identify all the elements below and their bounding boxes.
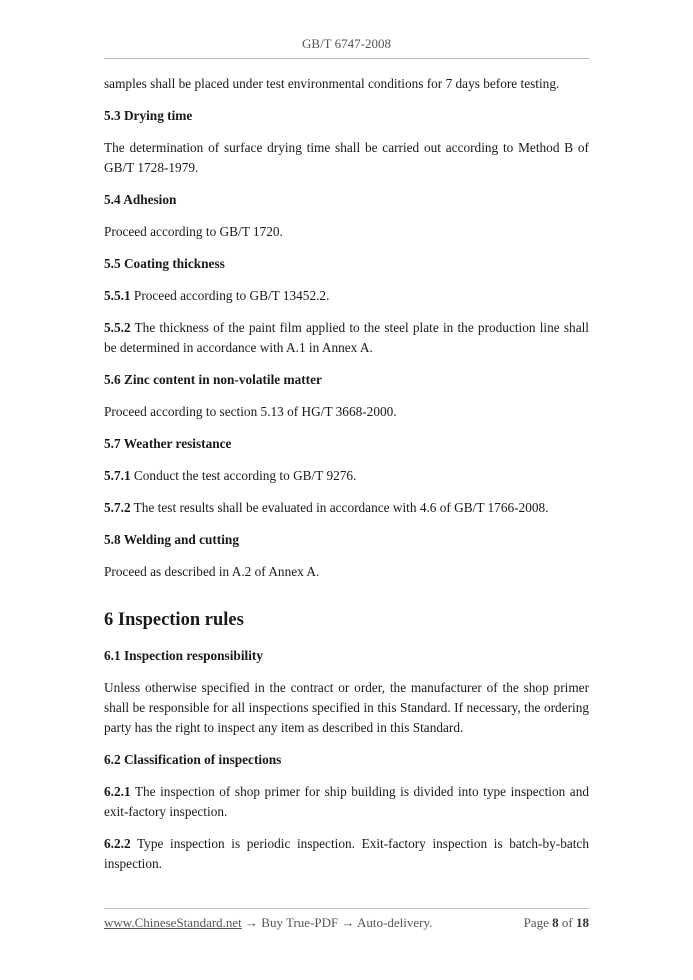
site-link[interactable]: www.ChineseStandard.net xyxy=(104,915,242,930)
document-id: GB/T 6747-2008 xyxy=(302,36,391,51)
clause-text: Proceed according to GB/T 13452.2. xyxy=(130,288,330,303)
paragraph-5-5-2 xyxy=(104,318,589,358)
clause-text: The inspection of shop primer for ship building is divided into type inspection and exit-factory inspection. xyxy=(104,784,589,819)
page-body xyxy=(104,74,589,886)
paragraph-5-8: Proceed as described in A.2 of Annex A. xyxy=(104,564,320,579)
section-heading-5-7: 5.7 Weather resistance xyxy=(104,436,232,451)
clause-number: 5.7.1 xyxy=(104,468,131,483)
header-divider xyxy=(104,58,589,59)
clause-text: The test results shall be evaluated in accordance with 4.6 of GB/T 1766-2008. xyxy=(130,500,549,515)
paragraph-5-6: Proceed according to section 5.13 of HG/T 3668-2000. xyxy=(104,404,397,419)
section-heading-6-1: 6.1 Inspection responsibility xyxy=(104,648,263,663)
clause-number: 6.2.2 xyxy=(104,836,131,851)
paragraph-5-7-1 xyxy=(104,466,589,486)
paragraph-6-2-1 xyxy=(104,782,589,822)
section-heading-5-6: 5.6 Zinc content in non-volatile matter xyxy=(104,372,322,387)
clause-text: Type inspection is periodic inspection. Exit-factory inspection is batch-by-batch inspection. xyxy=(104,836,589,871)
section-heading-5-8: 5.8 Welding and cutting xyxy=(104,532,239,547)
current-page: 8 xyxy=(552,915,559,930)
footer-promo xyxy=(104,915,432,931)
paragraph-intro: samples shall be placed under test environmental conditions for 7 days before testing. xyxy=(104,76,560,91)
paragraph-6-1: Unless otherwise specified in the contract or order, the manufacturer of the shop primer shall be responsible for all inspections specified in this Standard. If necessary, the ordering party has the right to inspect any item as described in this Standard. xyxy=(104,680,589,735)
clause-text: Conduct the test according to GB/T 9276. xyxy=(130,468,357,483)
page-label: Page xyxy=(523,915,553,930)
clause-number: 5.7.2 xyxy=(104,500,131,515)
section-heading-5-4: 5.4 Adhesion xyxy=(104,192,177,207)
clause-number: 5.5.2 xyxy=(104,320,131,335)
paragraph-5-4: Proceed according to GB/T 1720. xyxy=(104,224,283,239)
promo-text: → Buy True-PDF → Auto-delivery. xyxy=(241,915,433,930)
section-heading-6-2: 6.2 Classification of inspections xyxy=(104,752,282,767)
paragraph-5-5-1 xyxy=(104,286,589,306)
footer-divider xyxy=(104,908,589,909)
paragraph-5-3: The determination of surface drying time shall be carried out according to Method B of GB/T 1728-1979. xyxy=(104,140,589,175)
paragraph-6-2-2 xyxy=(104,834,589,874)
clause-number: 6.2.1 xyxy=(104,784,131,799)
chapter-heading-6: 6 Inspection rules xyxy=(104,610,244,630)
total-pages: 18 xyxy=(576,915,589,930)
paragraph-5-7-2 xyxy=(104,498,589,518)
section-heading-5-3: 5.3 Drying time xyxy=(104,108,193,123)
page-header xyxy=(0,36,693,52)
clause-number: 5.5.1 xyxy=(104,288,131,303)
section-heading-5-5: 5.5 Coating thickness xyxy=(104,256,225,271)
page-separator: of xyxy=(558,915,576,930)
page-number xyxy=(524,915,589,931)
clause-text: The thickness of the paint film applied to the steel plate in the production line shall be determined in accordance with A.1 in Annex A. xyxy=(104,320,589,355)
